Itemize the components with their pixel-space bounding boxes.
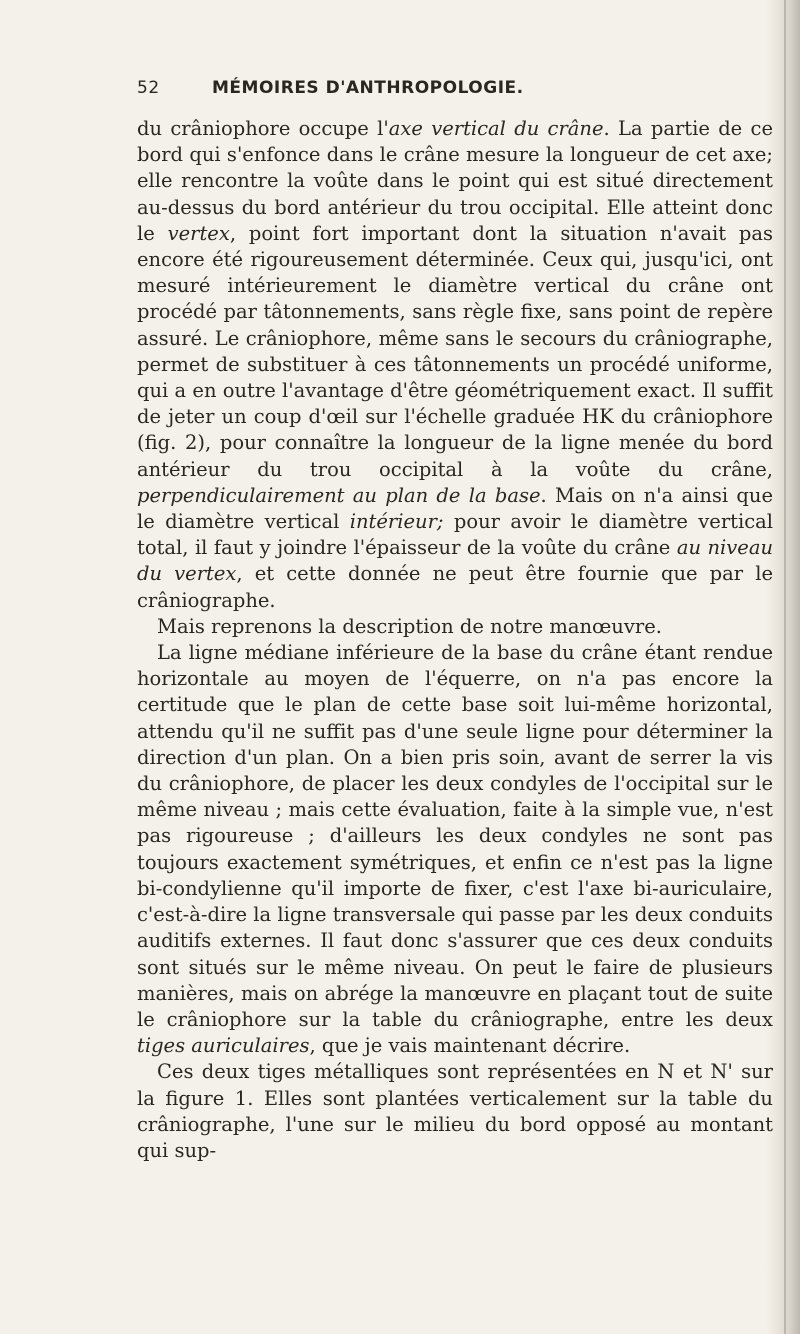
body-text bbox=[137, 116, 773, 1164]
text-run: . La partie de ce bord qui s'enfonce dans le crâne mesure la longueur de cet axe; elle rencontre la voûte dans le point qui est situé directement au-dessus du bord antérieur du trou occipital. Elle atteint donc le bbox=[137, 117, 773, 245]
paragraph bbox=[137, 116, 773, 614]
italic-text-run: perpendiculairement au plan de la base bbox=[137, 483, 541, 507]
italic-text-run: vertex bbox=[167, 221, 230, 245]
text-run: pour avoir le diamètre vertical total, il faut y joindre l'épaisseur de la voûte du crâne bbox=[137, 510, 773, 560]
paragraph bbox=[137, 1059, 773, 1164]
text-run: La ligne médiane inférieure de la base du crâne étant rendue horizontale au moyen de l'équerre, on n'a pas encore la certitude que le plan de cette base soit lui-même horizontal, attendu qu'il ne suffit pas d'une seule ligne pour déterminer la direction d'un plan. On a bien pris soin, avant de serrer la vis du crâniophore, de placer les deux condyles de l'occipital sur le même niveau ; mais cette évaluation, faite à la simple vue, n'est pas rigoureuse ; d'ailleurs les deux condyles ne sont pas toujours exactement symétriques, et enfin ce n'est pas la ligne bi-condylienne qu'il importe de fixer, c'est l'axe bi-auriculaire, c'est-à-dire la ligne transversale qui passe par les deux conduits auditifs externes. Il faut donc s'assurer que ces deux conduits sont situés sur le même niveau. On peut le faire de plusieurs manières, mais on abrége la manœuvre en plaçant tout de suite le crâniophore sur la table du crâniographe, entre les deux bbox=[137, 641, 773, 1031]
running-title: MÉMOIRES D'ANTHROPOLOGIE. bbox=[212, 78, 524, 98]
paragraph bbox=[137, 640, 773, 1059]
text-run: du crâniophore occupe l' bbox=[137, 117, 389, 140]
scan-binding-shadow bbox=[784, 0, 786, 1334]
text-run: . Mais on n'a ainsi que le diamètre vertical bbox=[137, 483, 773, 534]
running-header bbox=[137, 72, 777, 102]
text-run: , point fort important dont la situation n'avait pas encore été rigoureusement déterminée. Ceux qui, jusqu'ici, ont mesuré intérieurement le diamètre vertical du crâne ont procédé par tâtonnements, sans règle fixe, sans point de repère assuré. Le crâniophore, même sans le secours du crâniographe, permet de substituer à ces tâtonnements un procédé uniforme, qui a en outre l'avantage d'être géométriquement exact. Il suffit de jeter un coup d'œil sur l'échelle graduée HK du crâniophore (fig. 2), pour connaître la longueur de la ligne menée du bord antérieur du trou occipital à la voûte du crâne, bbox=[137, 221, 773, 481]
paragraph bbox=[137, 614, 773, 640]
book-page bbox=[137, 72, 777, 1164]
page-number: 52 bbox=[137, 78, 160, 98]
italic-text-run: au niveau du vertex bbox=[137, 536, 774, 586]
italic-text-run: axe vertical du crâne bbox=[388, 117, 604, 140]
text-run: , et cette donnée ne peut être fournie que par le crâniographe. bbox=[137, 562, 773, 612]
text-run: , que je vais maintenant décrire. bbox=[309, 1034, 631, 1058]
italic-text-run: tiges auriculaires bbox=[137, 1034, 310, 1058]
text-run: Ces deux tiges métalliques sont représentées en N et N' sur la figure 1. Elles sont plantées verticalement sur la table du crâniographe, l'une sur le milieu du bord opposé au montant qui sup- bbox=[137, 1060, 773, 1162]
italic-text-run: intérieur; bbox=[349, 510, 444, 534]
text-run: Mais reprenons la description de notre manœuvre. bbox=[157, 614, 662, 638]
